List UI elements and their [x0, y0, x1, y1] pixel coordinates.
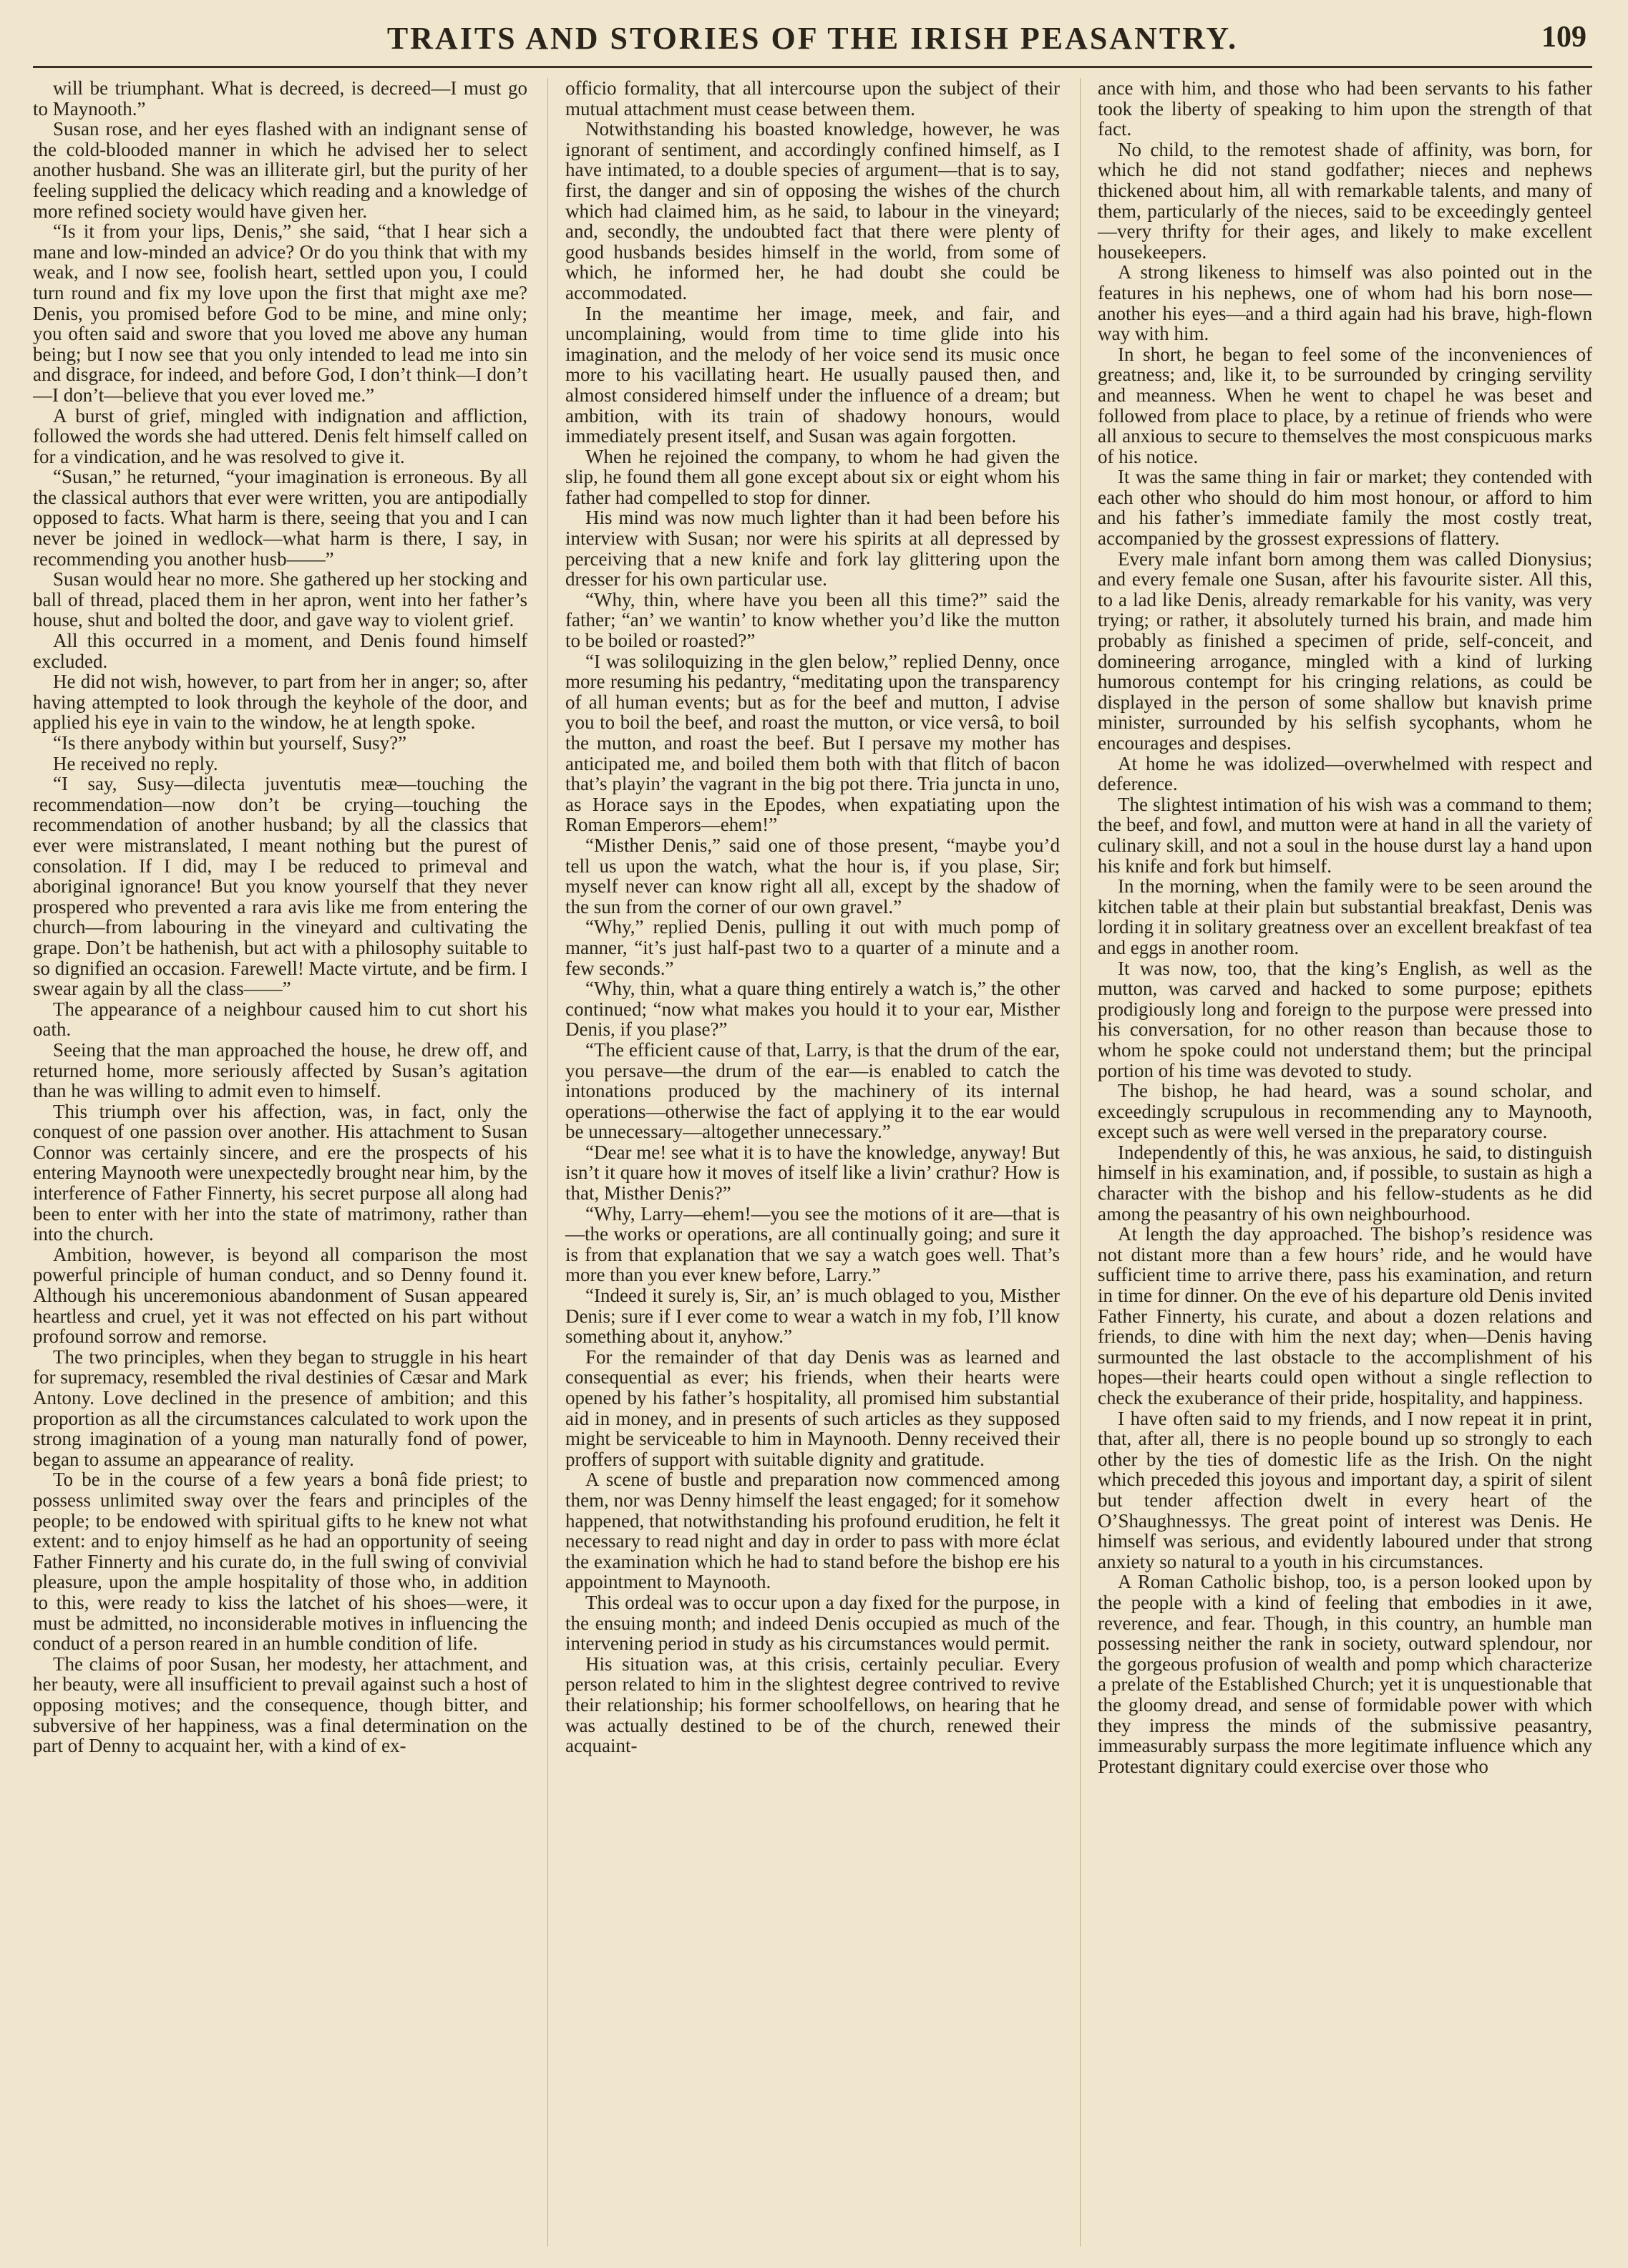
page-number: 109: [1541, 21, 1586, 54]
paragraph: “Why, Larry—ehem!—you see the motions of it are—that is—the works or operations, are all continually going; and sure it is from that explanation that we say a watch goes well. That’s more than you ever knew before, Larry.”: [565, 1202, 1060, 1286]
column-3: [1080, 78, 1592, 2247]
paragraph: “Susan,” he returned, “your imagination is erroneous. By all the classical authors that ever were written, you are antipodially opposed to facts. What harm is there, seeing that you and I can never be joined in wedlock—what harm is there, I say, in recommending you another husb——”: [33, 466, 527, 570]
paragraph: This ordeal was to occur upon a day fixed for the purpose, in the ensuing month; and indeed Denis occupied as much of the intervening period in study as his circumstances would permit.: [565, 1591, 1060, 1655]
paragraph: The bishop, he had heard, was a sound scholar, and exceedingly scrupulous in recommending any to Maynooth, except such as were well versed in the preparatory course.: [1098, 1080, 1592, 1143]
paragraph: will be triumphant. What is decreed, is decreed—I must go to Maynooth.”: [33, 78, 527, 120]
paragraph: When he rejoined the company, to whom he had given the slip, he found them all gone except about six or eight whom his father had compelled to stop for dinner.: [565, 445, 1060, 508]
paragraph: A Roman Catholic bishop, too, is a person looked upon by the people with a kind of feeling that embodies in it awe, reverence, and fear. Though, in this country, an humble man possessing neither the rank in society, outward splendour, nor the gorgeous profusion of wealth and pomp which characterize a prelate of the Established Church; yet it is unquestionable that the gloomy dread, and sense of formidable power with which they impress the minds of the submissive peasantry, immeasurably surpass the more legitimate influence which any Protestant dignitary could exercise over those who: [1098, 1571, 1592, 1777]
running-title: TRAITS AND STORIES OF THE IRISH PEASANTRY.: [386, 21, 1239, 56]
text-columns: [33, 78, 1592, 2247]
paragraph: Susan rose, and her eyes flashed with an indignant sense of the cold-blooded manner in which he advised her to select another husband. She was an illiterate girl, but the purity of her feeling supplied the delicacy which reading and a knowledge of more refined society would have given her.: [33, 118, 527, 222]
paragraph: Independently of this, he was anxious, he said, to distinguish himself in his examination, and, if possible, to sustain as high a character with the bishop and his fellow-students as he did among the peasantry of his own neighbourhood.: [1098, 1141, 1592, 1225]
paragraph: The appearance of a neighbour caused him to cut short his oath.: [33, 998, 527, 1041]
paragraph: The slightest intimation of his wish was a command to them; the beef, and fowl, and mutton were at hand in all the variety of culinary skill, and not a soul in the house durst lay a hand upon his knife and fork but himself.: [1098, 793, 1592, 877]
paragraph: A strong likeness to himself was also pointed out in the features in his nephews, one of whom had his born nose—another his eyes—and a third again had his brave, high-flown way with him.: [1098, 261, 1592, 345]
paragraph: “Why,” replied Denis, pulling it out with much pomp of manner, “it’s just half-past two to a quarter of a minute and a few seconds.”: [565, 916, 1060, 979]
page-header: [33, 19, 1592, 68]
paragraph: Ambition, however, is beyond all comparison the most powerful principle of human conduct, and so Denny found it. Although his unceremonious abandonment of Susan appeared heartless and cruel, yet it was not effected on his part without profound sorrow and remorse.: [33, 1243, 527, 1348]
paragraph: The two principles, when they began to struggle in his heart for supremacy, resembled the rival destinies of Cæsar and Mark Antony. Love declined in the presence of ambition; and this proportion as all the circumstances calculated to work upon the strong imagination of a young man naturally fond of power, began to assume an appearance of reality.: [33, 1345, 527, 1470]
paragraph: “Misther Denis,” said one of those present, “maybe you’d tell us upon the watch, what the hour is, if you plase, Sir; myself never can know right all all, except by the shadow of the sun from the corner of our own gravel.”: [565, 834, 1060, 918]
paragraph: In the meantime her image, meek, and fair, and uncomplaining, would from time to time glide into his imagination, and the melody of her voice send its music once more to his vacillating heart. He usually paused then, and almost considered himself under the influence of a dream; but ambition, with its train of shadowy honours, would immediately present itself, and Susan was again forgotten.: [565, 302, 1060, 447]
paragraph: “I say, Susy—dilecta juventutis meæ—touching the recommendation—now don’t be crying—touching the recommendation of another husband; by all the classics that ever were mistranslated, I meant nothing but the purest of consolation. If I did, may I be reduced to primeval and aboriginal ignorance! But you know yourself that they never prospered who prevented a rara avis like me from entering the church—from labouring in the vineyard and cultivating the grape. Don’t be hathenish, but act with a philosophy suitable to so dignified an occasion. Farewell! Macte virtute, and be firm. I swear again by all the class——”: [33, 773, 527, 1000]
paragraph: It was the same thing in fair or market; they contended with each other who should do him most honour, or afford to him and his father’s immediate family the most costly treat, accompanied by the grossest expressions of flattery.: [1098, 466, 1592, 550]
paragraph: He received no reply.: [53, 752, 218, 774]
column-2: [547, 78, 1060, 2247]
paragraph: It was now, too, that the king’s English, as well as the mutton, was carved and hacked to some purpose; epithets prodigiously long and foreign to the purpose were pressed into his conversation, for no other reason than because those to whom he spoke could not understand them; but the principal portion of his time was devoted to study.: [1098, 957, 1592, 1081]
column-1: [33, 78, 527, 2247]
paragraph: The claims of poor Susan, her modesty, her attachment, and her beauty, were all insufficient to prevail against such a host of opposing motives; and the consequence, though bitter, and subversive of her happiness, was a final determination on the part of Denny to acquaint her, with a kind of ex-: [33, 1653, 527, 1757]
paragraph: “The efficient cause of that, Larry, is that the drum of the ear, you persave—the drum of the ear—is enabled to catch the intonations produced by the machinery of its internal operations—otherwise the fact of applying it to the ear would be unnecessary—altogether unnecessary.”: [565, 1038, 1060, 1143]
paragraph: “Is it from your lips, Denis,” she said, “that I hear sich a mane and low-minded an advice? Or do you think that with my weak, and I now see, foolish heart, settled upon you, I could turn round and fix my love upon the first that might axe me? Denis, you promised before God to be mine, and mine only; you often said and swore that you loved me above any human being; but I now see that you only intended to lead me into sin and disgrace, for indeed, and before God, I don’t think—I don’t—I don’t—believe that you ever loved me.”: [33, 220, 527, 406]
paragraph: No child, to the remotest shade of affinity, was born, for which he did not stand godfather; nieces and nephews thickened about him, all with remarkable talents, and many of them, particularly of the nieces, said to be exceedingly genteel—very thrifty for their ages, and likely to make excellent housekeepers.: [1098, 138, 1592, 263]
paragraph: At length the day approached. The bishop’s residence was not distant more than a few hours’ ride, and he would have sufficient time to arrive there, pass his examination, and return in time for dinner. On the eve of his departure old Denis invited Father Finnerty, his curate, and about a dozen relations and friends, to dine with him the next day; when—Denis having surmounted the last obstacle to the accomplishment of his hopes—their hearts could open without a single reflection to check the exuberance of their pride, hospitality, and happiness.: [1098, 1223, 1592, 1408]
paragraph: ance with him, and those who had been servants to his father took the liberty of speaking to him upon the strength of that fact.: [1098, 78, 1592, 140]
paragraph: A scene of bustle and preparation now commenced among them, nor was Denny himself the least engaged; for it somehow happened, that notwithstanding his profound erudition, he felt it necessary to read night and day in order to pass with more éclat the examination which he had to stand before the bishop ere his appointment to Maynooth.: [565, 1469, 1060, 1593]
paragraph: At home he was idolized—overwhelmed with respect and deference.: [1098, 752, 1592, 795]
paragraph: This triumph over his affection, was, in fact, only the conquest of one passion over another. His attachment to Susan Connor was certainly sincere, and ere the prospects of his entering Maynooth were unexpectedly brought near him, by the interference of Father Finnerty, his secret purpose all along had been to enter with her into the state of matrimony, rather than into the church.: [33, 1100, 527, 1245]
paragraph: Every male infant born among them was called Dionysius; and every female one Susan, after his favourite sister. All this, to a lad like Denis, already remarkable for his vanity, was very trying; or rather, it absolutely turned his brain, and made him probably as finished a specimen of pride, self-conceit, and domineering arrogance, mingled with a kind of lurking humorous contempt for his cringing relations, as could be displayed in the person of some shallow but knavish prime minister, surrounded by his selfish sycophants, whom he encourages and despises.: [1098, 547, 1592, 754]
paragraph: I have often said to my friends, and I now repeat it in print, that, after all, there is no people bound up so strongly to each other by the ties of domestic life as the Irish. On the night which preceded this joyous and important day, a spirit of silent but tender affection dwelt in every heart of the O’Shaughnessys. The great point of interest was Denis. He himself was serious, and evidently laboured under that strong anxiety so natural to a youth in his circumstances.: [1098, 1407, 1592, 1572]
paragraph: “I was soliloquizing in the glen below,” replied Denny, once more resuming his pedantry, “meditating upon the transparency of all human events; but as for the beef and mutton, I advise you to boil the beef, and roast the mutton, or vice versâ, to boil the mutton, and roast the beef. But I persave my mother has anticipated me, and boiled them both with that flitch of bacon that’s playin’ the vagrant in the big pot there. Tria juncta in uno, as Horace says in the Epodes, when expatiating upon the Roman Emperors—ehem!”: [565, 650, 1060, 836]
paragraph: “Why, thin, where have you been all this time?” said the father; “an’ we wantin’ to know whether you’d like the mutton to be boiled or roasted?”: [565, 588, 1060, 652]
paragraph: His mind was now much lighter than it had been before his interview with Susan; nor were his spirits at all depressed by perceiving that a new knife and fork lay glittering upon the dresser for his own particular use.: [565, 507, 1060, 590]
paragraph: He did not wish, however, to part from her in anger; so, after having attempted to look through the keyhole of the door, and applied his eye in vain to the window, he at length spoke.: [33, 671, 527, 734]
paragraph: Notwithstanding his boasted knowledge, however, he was ignorant of sentiment, and accordingly confined himself, as I have intimated, to a double species of argument—that is to say, first, the danger and sin of opposing the wishes of the church which had claimed him, as he said, to labour in the vineyard; and, secondly, the undoubted fact that there were plenty of good husbands besides himself in the world, from some of which, he informed her, he had doubt she could be accommodated.: [565, 118, 1060, 303]
paragraph: For the remainder of that day Denis was as learned and consequential as ever; his friends, when their hearts were opened by his father’s hospitality, all promised him substantial aid in money, and in presents of such articles as they supposed might be serviceable to him in Maynooth. Denny received their proffers of support with suitable dignity and gratitude.: [565, 1345, 1060, 1470]
paragraph: In short, he began to feel some of the inconveniences of greatness; and, like it, to be surrounded by cringing servility and meanness. When he went to chapel he was beset and followed from place to place, by a retinue of friends who were all anxious to secure to themselves the most conspicuous marks of his notice.: [1098, 343, 1592, 467]
paragraph: “Why, thin, what a quare thing entirely a watch is,” the other continued; “now what makes you hould it to your ear, Misther Denis, if you plase?”: [565, 978, 1060, 1041]
paragraph: All this occurred in a moment, and Denis found himself excluded.: [33, 630, 527, 672]
paragraph: Seeing that the man approached the house, he drew off, and returned home, more seriously affected by Susan’s agitation than he was willing to admit even to himself.: [33, 1038, 527, 1102]
paragraph: To be in the course of a few years a bonâ fide priest; to possess unlimited sway over the fears and principles of the people; to be endowed with spiritual gifts to he knew not what extent: and to enjoy himself as he had an opportunity of seeing Father Finnerty and his curate do, in the full swing of convivial pleasure, upon the ample hospitality of those who, in addition to this, were ready to kiss the latchet of his shoes—were, it must be admitted, no inconsiderable motives in influencing the conduct of a person reared in an humble condition of life.: [33, 1469, 527, 1655]
paragraph: “Is there anybody within but yourself, Susy?”: [53, 732, 407, 754]
paragraph: officio formality, that all intercourse upon the subject of their mutual attachment must cease between them.: [565, 78, 1060, 120]
paragraph: A burst of grief, mingled with indignation and affliction, followed the words she had uttered. Denis felt himself called on for a vindication, and he was resolved to give it.: [33, 404, 527, 467]
paragraph: “Dear me! see what it is to have the knowledge, anyway! But isn’t it quare how it moves of itself like a livin’ crathur? How is that, Misther Denis?”: [565, 1141, 1060, 1204]
paragraph: Susan would hear no more. She gathered up her stocking and ball of thread, placed them in her apron, went into her father’s house, shut and bolted the door, and gave way to violent grief.: [33, 568, 527, 631]
paragraph: His situation was, at this crisis, certainly peculiar. Every person related to him in the slightest degree contrived to revive their relationship; his former schoolfellows, on hearing that he was actually destined to be of the church, renewed their acquaint-: [565, 1653, 1060, 1757]
paragraph: “Indeed it surely is, Sir, an’ is much oblaged to you, Misther Denis; sure if I ever come to wear a watch in my fob, I’ll know something about it, anyhow.”: [565, 1285, 1060, 1348]
paragraph: In the morning, when the family were to be seen around the kitchen table at their plain but substantial breakfast, Denis was lording it in solitary greatness over an excellent breakfast of tea and eggs in another room.: [1098, 875, 1592, 958]
